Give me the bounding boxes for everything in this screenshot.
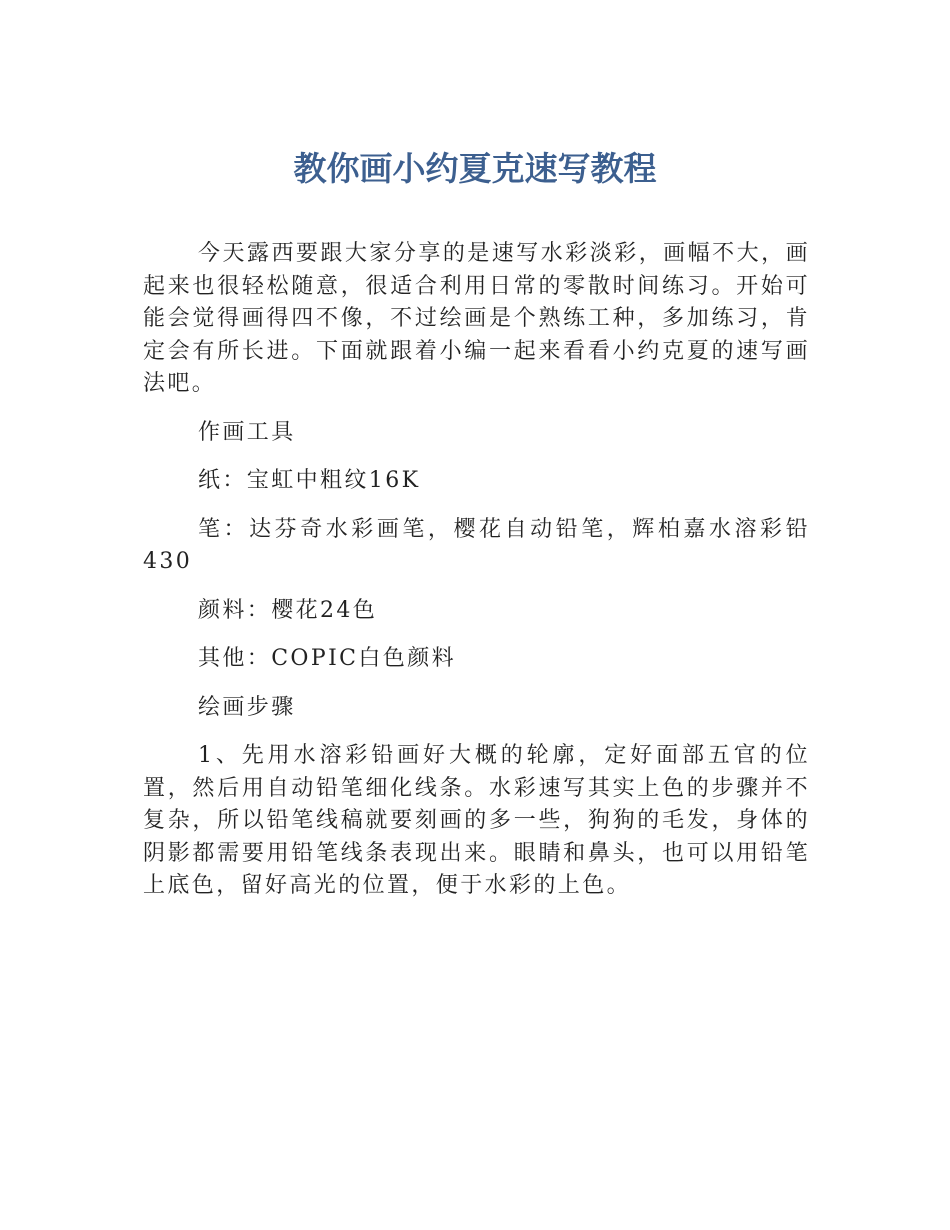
- intro-paragraph: 今天露西要跟大家分享的是速写水彩淡彩，画幅不大，画起来也很轻松随意，很适合利用日常的零散时间练习。开始可能会觉得画得四不像，不过绘画是个熟练工种，多加练习，肯定会有所长进。下面就跟着小编一起来看看小约克夏的速写画法吧。: [143, 241, 810, 396]
- tool-paper: 纸：宝虹中粗纹16K: [198, 468, 421, 493]
- step-1-paragraph: 1、先用水溶彩铅画好大概的轮廓，定好面部五官的位置，然后用自动铅笔细化线条。水彩速写其实上色的步骤并不复杂，所以铅笔线稿就要刻画的多一些，狗狗的毛发，身体的阴影都需要用铅笔线条表现出来。眼睛和鼻头，也可以用铅笔上底色，留好高光的位置，便于水彩的上色。: [143, 743, 810, 898]
- tool-paints: 颜料：樱花24色: [198, 597, 378, 623]
- document-title: 教你画小约夏克速写教程: [293, 149, 657, 188]
- tool-pens: 笔：达芬奇水彩画笔，樱花自动铅笔，辉柏嘉水溶彩铅430: [143, 516, 810, 574]
- steps-heading: 绘画步骤: [198, 694, 296, 720]
- tools-heading: 作画工具: [198, 419, 296, 445]
- document-body: [143, 238, 810, 919]
- tool-other: 其他：COPIC白色颜料: [198, 646, 456, 671]
